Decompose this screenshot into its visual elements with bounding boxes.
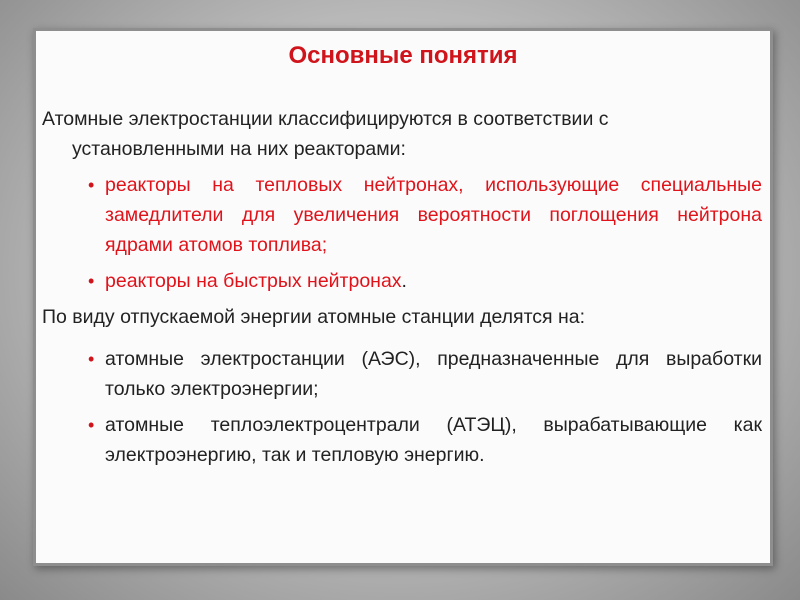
reactor-types-list <box>42 170 762 296</box>
intro-paragraph <box>42 104 762 164</box>
intro-line-1: Атомные электростанции классифицируются в соответствии с <box>42 108 609 130</box>
reactor-type-suffix: . <box>401 270 407 292</box>
slide <box>33 28 773 566</box>
bullet-icon: • <box>88 271 95 291</box>
list-item <box>42 170 762 260</box>
station-type-text: атомные теплоэлектроцентрали (АТЭЦ), вырабатывающие как электроэнергию, так и тепловую энергию. <box>105 414 762 466</box>
energy-intro: По виду отпускаемой энергии атомные станции делятся на: <box>42 306 586 328</box>
list-item <box>42 344 762 404</box>
reactor-type-text: реакторы на быстрых нейтронах <box>105 270 402 292</box>
station-types-list <box>42 344 762 470</box>
bullet-icon: • <box>88 349 95 369</box>
intro-line-2: установленными на них реакторами: <box>72 138 406 160</box>
reactor-type-text: реакторы на тепловых нейтронах, использующие специальные замедлители для увеличения вероятности поглощения нейтрона ядрами атомов топлива; <box>105 174 762 256</box>
list-item <box>42 410 762 470</box>
bullet-icon: • <box>88 415 95 435</box>
bullet-icon: • <box>88 175 95 195</box>
list-item <box>42 266 762 296</box>
slide-title: Основные понятия <box>288 42 518 69</box>
station-type-text: атомные электростанции (АЭС), предназначенные для выработки только электроэнергии; <box>105 348 762 400</box>
slide-content <box>42 104 762 476</box>
